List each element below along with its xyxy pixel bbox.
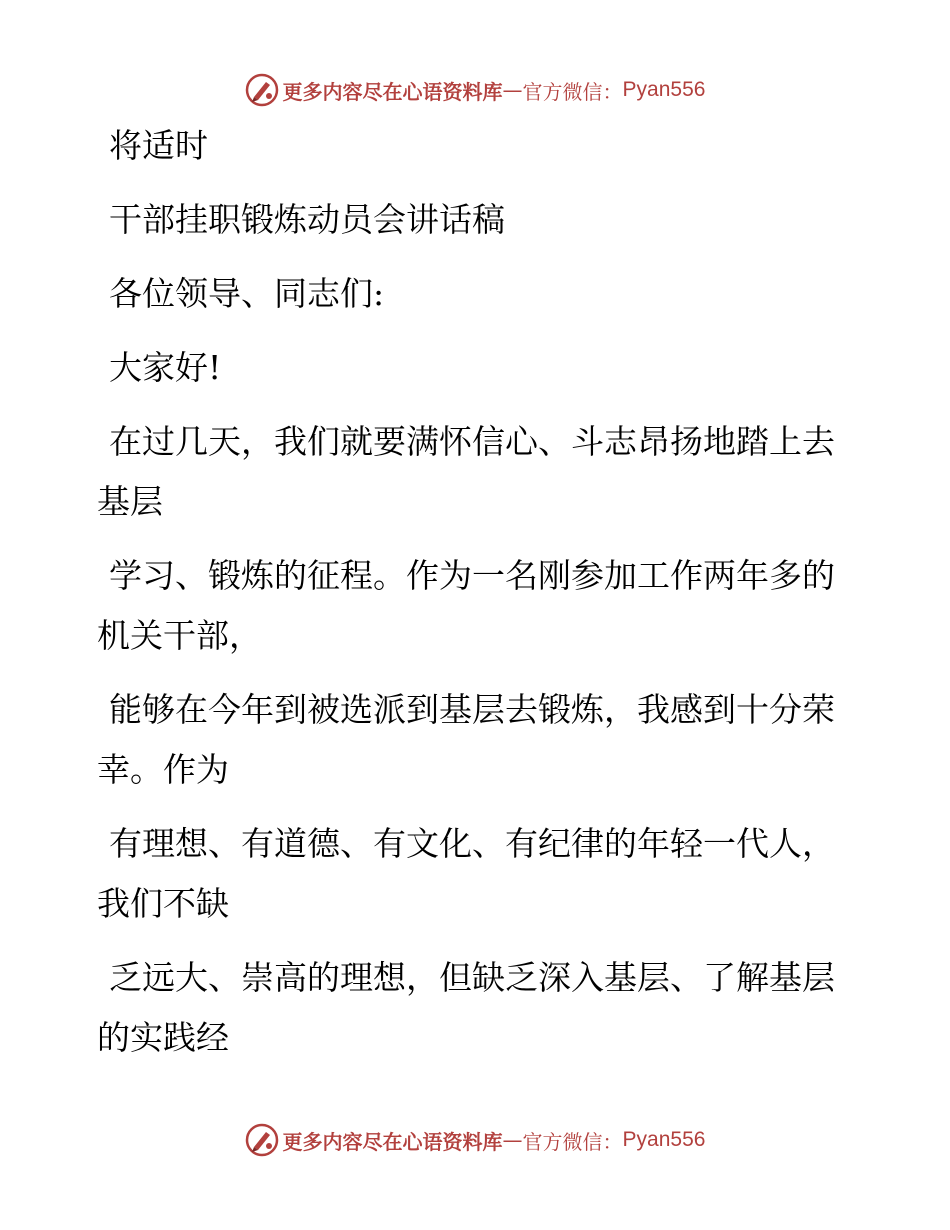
paragraph: 乏远大、崇高的理想，但缺乏深入基层、了解基层的实践经 bbox=[97, 958, 835, 1057]
banner-wechat-id: Pyan556 bbox=[622, 1128, 706, 1151]
paragraph: 大家好! bbox=[109, 348, 222, 387]
header-banner bbox=[0, 70, 950, 110]
banner-wechat-id: Pyan556 bbox=[622, 78, 706, 101]
paragraph: 将适时 bbox=[109, 126, 208, 165]
footer-banner bbox=[0, 1120, 950, 1160]
paragraph: 学习、锻炼的征程。作为一名刚参加工作两年多的机关干部， bbox=[97, 556, 835, 655]
banner-separator: — bbox=[502, 1128, 523, 1152]
banner-wechat-label: 官方微信： bbox=[522, 1129, 623, 1154]
logo-icon bbox=[245, 1123, 279, 1157]
banner-title: 更多内容尽在心语资料库 bbox=[282, 1129, 503, 1154]
paragraph: 在过几天，我们就要满怀信心、斗志昂扬地踏上去基层 bbox=[97, 422, 835, 521]
paragraph: 有理想、有道德、有文化、有纪律的年轻一代人，我们不缺 bbox=[97, 824, 835, 923]
document-body bbox=[97, 116, 837, 1082]
document-title: 干部挂职锻炼动员会讲话稿 bbox=[109, 200, 505, 239]
paragraph: 能够在今年到被选派到基层去锻炼，我感到十分荣幸。作为 bbox=[97, 690, 835, 789]
banner-separator: — bbox=[502, 78, 523, 102]
logo-icon bbox=[245, 73, 279, 107]
paragraph: 各位领导、同志们: bbox=[109, 274, 385, 313]
banner-title: 更多内容尽在心语资料库 bbox=[282, 79, 503, 104]
banner-wechat-label: 官方微信： bbox=[522, 79, 623, 104]
